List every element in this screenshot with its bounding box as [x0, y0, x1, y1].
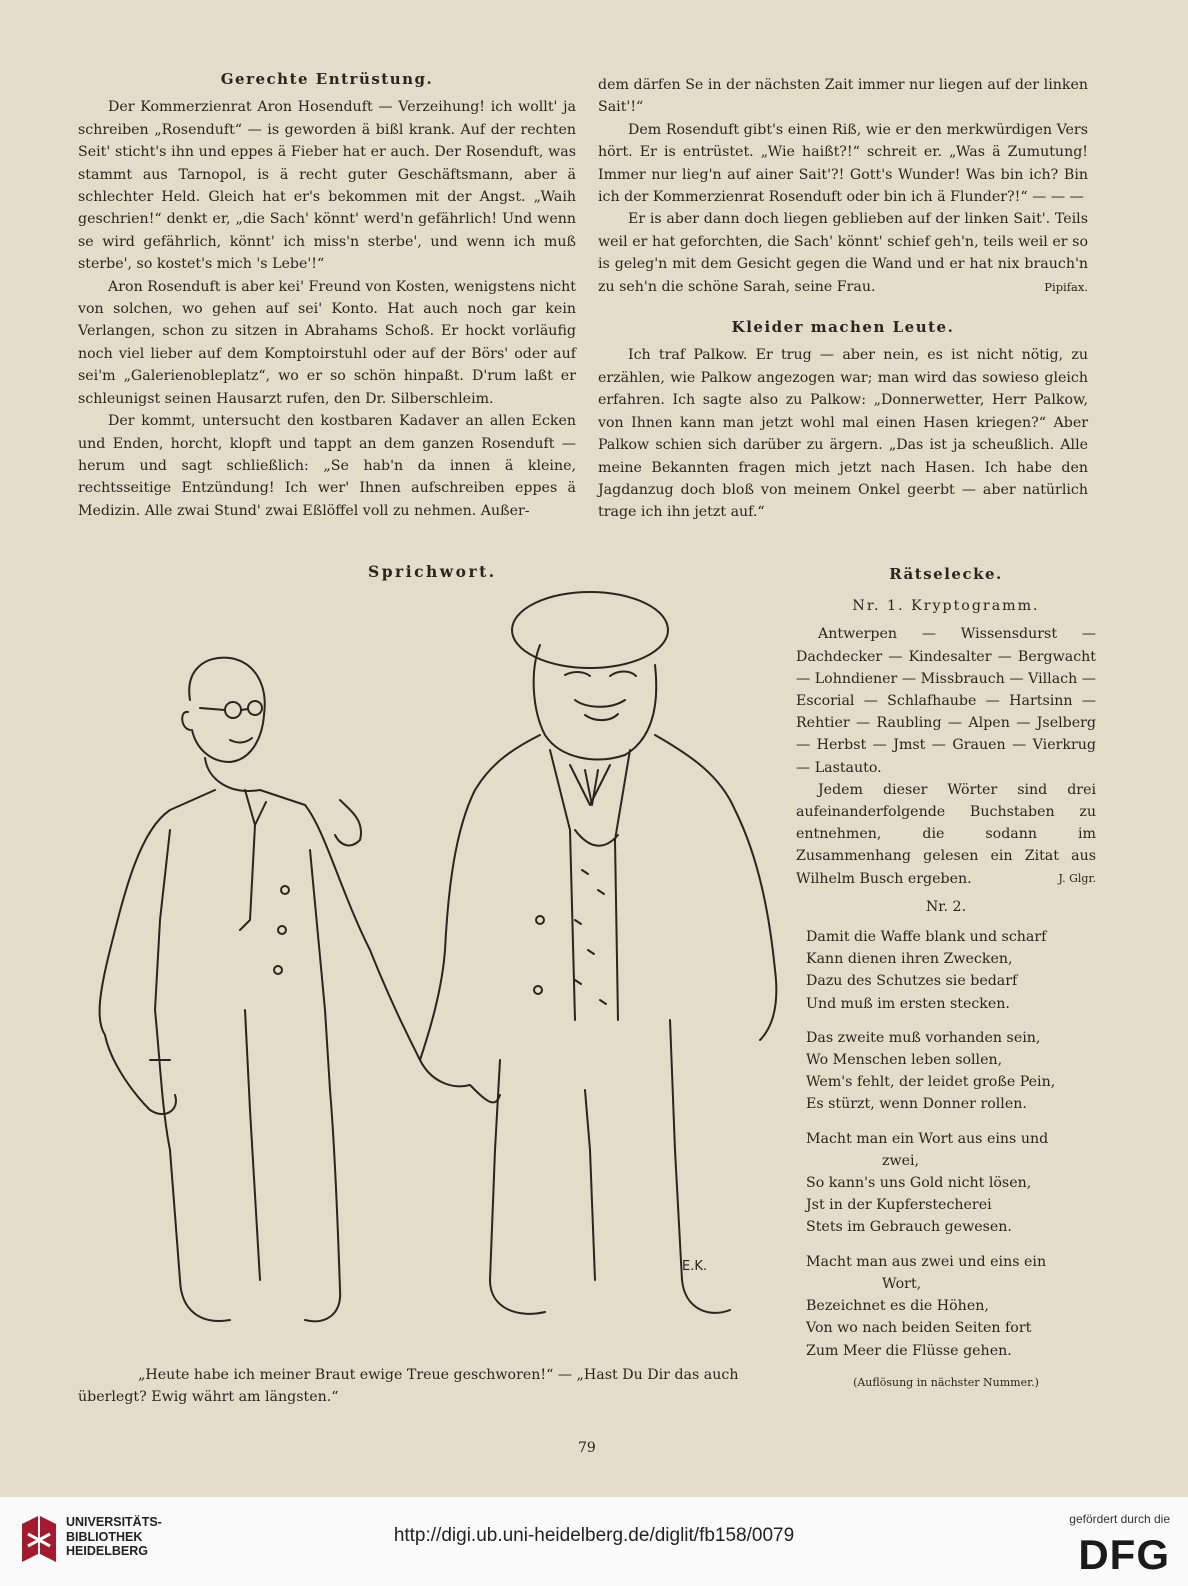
tall-man-figure: [420, 592, 776, 1314]
riddle-stanza: [806, 1251, 1096, 1362]
article-gerechte-entruestung: [78, 68, 576, 522]
dfg-logo: DFG: [1078, 1531, 1170, 1578]
article-heading: Kleider machen Leute.: [731, 318, 955, 337]
caption-line: überlegt? Ewig währt am längsten.“: [78, 1389, 339, 1405]
puzzle-heading: Rätselecke.: [889, 565, 1003, 583]
article-paragraph-text: Er is aber dann doch liegen geblieben auf der linken Sait'. Teils weil er hat geforchten, die Sach' könnt' schief geh'n, teils weil er so is geleg'n mit dem Gesicht gegen die Wand und er hat nix brauch'n zu seh'n die schöne Sarah, seine Frau.: [598, 211, 1088, 295]
funder-text: gefördert durch die: [1069, 1512, 1170, 1526]
puzzle-signature: J. Glgr.: [1058, 871, 1096, 885]
artist-signature: E.K.: [682, 1259, 708, 1274]
caption-line: „Heute habe ich meiner Braut ewige Treue geschworen!“ — „Hast Du Dir das auch: [138, 1367, 739, 1383]
cartoon-heading: Sprichwort.: [368, 562, 497, 581]
permalink-url[interactable]: http://digi.ub.uni-heidelberg.de/diglit/fb158/0079: [393, 1525, 795, 1546]
cryptogram-words: Antwerpen — Wissensdurst — Dachdecker — Kindesalter — Bergwacht — Lohndiener — Missbrauch — Villach — Escorial — Schlafhaube — Hartsinn — Rehtier — Raubling — Alpen — Jselberg — Herbst — Jmst — Grauen — Vierkrug — Lastauto.: [796, 626, 1096, 776]
verse-line: Wort,: [882, 1275, 922, 1292]
page-number: 79: [578, 1440, 596, 1456]
verse-line: Zum Meer die Flüsse gehen.: [806, 1342, 1012, 1359]
verse-line: Kann dienen ihren Zwecken,: [806, 951, 1013, 968]
institution-line: UNIVERSITÄTS-: [66, 1515, 162, 1529]
article-paragraph: [598, 208, 1088, 298]
verse-line: Bezeichnet es die Höhen,: [806, 1298, 989, 1315]
verse-line: Von wo nach beiden Seiten fort: [806, 1320, 1032, 1337]
article-paragraph: Ich traf Palkow. Er trug — aber nein, es ist nicht nötig, zu erzählen, wie Palkow angezogen war; man wird das sowieso gleich erfahren. Ich sagte also zu Palkow: „Donnerwetter, Herr Palkow, von Ihnen kann man jetzt wohl mal einen Hasen kriegen?“ Aber Palkow schien sich darüber zu ärgern. „Das ist ja scheußlich. Alle meine Bekannten fragen mich jetzt nach Hasen. Ich habe den Jagdanzug doch bloß von meinem Onkel geerbt — aber natürlich trage ich ihn jetzt auf.“: [598, 347, 1088, 521]
cryptogram-instruction-text: Jedem dieser Wörter sind drei aufeinanderfolgende Buchstaben zu entnehmen, die sodann im Zusammenhang gelesen ein Zitat aus Wilhelm Busch ergeben.: [796, 781, 1096, 887]
verse-line: Das zweite muß vorhanden sein,: [806, 1029, 1041, 1046]
article-continuation: [598, 74, 1088, 524]
institution-line: HEIDELBERG: [66, 1544, 148, 1558]
cartoon-illustration: [70, 590, 790, 1350]
article-heading: Gerechte Entrüstung.: [220, 70, 434, 88]
riddle-stanza: [806, 926, 1096, 1015]
riddle-stanza: [806, 1027, 1096, 1116]
institution-line: BIBLIOTHEK: [66, 1529, 143, 1544]
small-man-figure: [100, 658, 420, 1322]
verse-line: So kann's uns Gold nicht lösen,: [806, 1175, 1032, 1192]
riddle-stanza: [806, 1128, 1096, 1239]
article-paragraph: dem därfen Se in der nächsten Zait immer nur liegen auf der linken Sait'!“: [598, 77, 1088, 116]
author-signature: Pipifax.: [1044, 279, 1088, 294]
cartoon-caption: [78, 1364, 790, 1408]
verse-line: Stets im Gebrauch gewesen.: [806, 1219, 1012, 1236]
puzzle-corner: [796, 563, 1096, 1394]
puzzle-subheading: Nr. 1. Kryptogramm.: [852, 598, 1040, 615]
footer-bar: [0, 1497, 1188, 1586]
verse-line: Macht man aus zwei und eins ein: [806, 1253, 1047, 1270]
verse-line: Macht man ein Wort aus eins und: [806, 1130, 1049, 1147]
article-paragraph: Der Kommerzienrat Aron Hosenduft — Verzeihung! ich wollt' ja schreiben „Rosenduft“ — is geworden ä bißl krank. Auf der rechten Seit' sticht's ihn und eppes ä Fieber hat er auch. Der Rosenduft, was stammt aus Tarnopol, is ä recht guter Geschäftsmann, aber ä schlechter Held. Gleich hat er's bekommen mit der Angst. „Waih geschrien!“ denkt er, „die Sach' könnt' werd'n gefährlich! Und wenn se wird gefährlich, könnt' ich miss'n sterbe', und wenn ich muß sterbe', so kostet's mich 's Lebe'!“: [78, 99, 576, 273]
verse-line: Es stürzt, wenn Donner rollen.: [806, 1096, 1027, 1113]
verse-line: Damit die Waffe blank und scharf: [806, 929, 1047, 946]
cryptogram-instruction: [796, 779, 1096, 890]
article-paragraph: Dem Rosenduft gibt's einen Riß, wie er den merkwürdigen Vers hört. Er is entrüstet. „Wie haißt?!“ schreit er. „Was ä Zumutung! Immer nur lieg'n auf ainer Sait'?! Gott's Wunder! Was bin ich? Bin ich der Kommerzienrat Rosenduft oder bin ich ä Flunder?!“ — — —: [598, 121, 1088, 206]
verse-line: Wem's fehlt, der leidet große Pein,: [806, 1074, 1056, 1091]
solution-note: (Auflösung in nächster Nummer.): [853, 1375, 1039, 1389]
verse-line: Und muß im ersten stecken.: [806, 995, 1010, 1012]
article-paragraph: Aron Rosenduft is aber kei' Freund von Kosten, wenigstens nicht von solchen, wo gehen auf sei' Konto. Hat auch noch gar kein Verlangen, schon zu sitzen in Abrahams Schoß. Er hockt vorläufig noch viel lieber auf dem Komptoirstuhl oder auf der Börs' oder auf sei'm „Galerienobleplatz“, wo er so schön hinpaßt. D'rum laßt er schleunigst seinen Hausarzt rufen, den Dr. Silberschleim.: [78, 278, 576, 407]
verse-line: Wo Menschen leben sollen,: [806, 1052, 1003, 1069]
verse-line: zwei,: [882, 1152, 920, 1169]
cryptogram-text: [796, 623, 1096, 889]
puzzle-subheading: Nr. 2.: [925, 898, 967, 915]
verse-line: Dazu des Schutzes sie bedarf: [806, 973, 1018, 990]
verse-line: Jst in der Kupferstecherei: [806, 1197, 992, 1214]
article-paragraph: Der kommt, untersucht den kostbaren Kadaver an allen Ecken und Enden, horcht, klopft und tappt an dem ganzen Rosenduft — herum und sagt schließlich: „Se hab'n da innen ä kleine, rechtsseitige Entzündung! Ich wer' Ihnen aufschreiben eppes ä Medizin. Alle zwai Stund' zwai Eßlöffel voll zu nehmen. Außer-: [78, 413, 576, 519]
